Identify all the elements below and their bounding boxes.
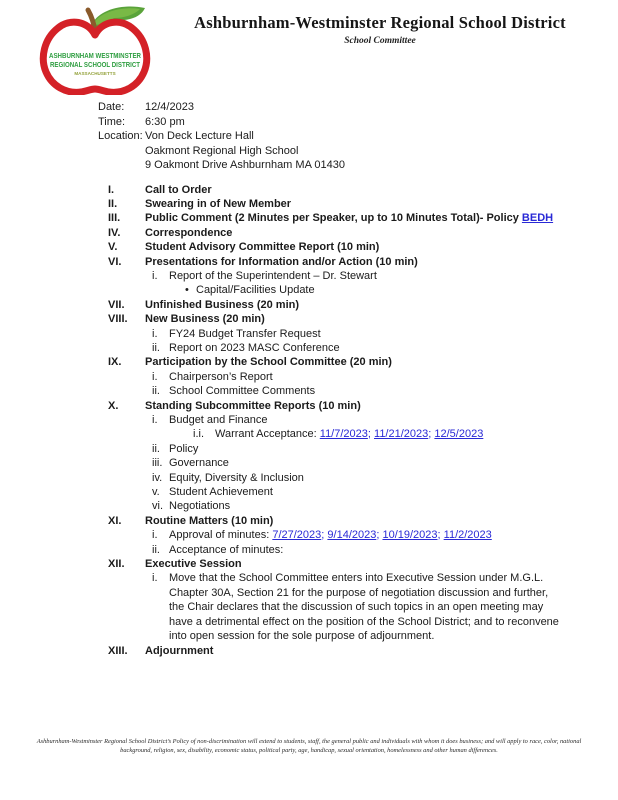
text-segment: ; — [376, 529, 383, 542]
agenda-row — [0, 370, 618, 384]
agenda-numeral: vi. — [152, 500, 163, 513]
text-segment: Chairperson’s Report — [169, 370, 273, 383]
agenda-row — [0, 528, 618, 542]
agenda-text — [145, 514, 618, 528]
meta-row-time — [98, 115, 618, 130]
agenda-row — [0, 485, 618, 499]
agenda-numeral: ii. — [152, 385, 160, 398]
text-segment: Standing Subcommittee Reports (10 min) — [145, 399, 361, 412]
text-segment: Swearing in of New Member — [145, 197, 292, 210]
agenda-numeral: ii. — [152, 442, 160, 455]
agenda-numeral: i. — [152, 572, 158, 585]
text-segment: Student Advisory Committee Report (10 min) — [145, 241, 380, 254]
text-segment: ; — [321, 529, 328, 542]
text-segment: Presentations for Information and/or Action (10 min) — [145, 255, 418, 268]
location-value: Von Deck Lecture Hall — [145, 130, 254, 142]
agenda-numeral: IX. — [108, 356, 122, 369]
agenda-numeral: iii. — [152, 457, 163, 470]
text-segment: Governance — [169, 457, 229, 470]
title-block — [170, 13, 590, 46]
agenda-text — [145, 255, 618, 269]
time-value: 6:30 pm — [145, 115, 185, 128]
agenda-numeral: XII. — [108, 558, 125, 571]
agenda-text — [169, 269, 618, 283]
agenda-row — [0, 413, 618, 427]
time-label: Time: — [98, 115, 126, 128]
agenda-row — [0, 240, 618, 254]
text-segment: Acceptance of minutes: — [169, 543, 284, 556]
agenda-numeral: i. — [152, 529, 158, 542]
text-segment: Routine Matters (10 min) — [145, 514, 274, 527]
agenda-text — [169, 456, 618, 470]
empty-label — [98, 158, 145, 173]
text-segment: Unfinished Business (20 min) — [145, 298, 300, 311]
agenda-text — [145, 312, 618, 326]
text-segment: Correspondence — [145, 226, 233, 239]
agenda-numeral: I. — [108, 183, 115, 196]
meta-row-date — [98, 100, 618, 115]
agenda-text — [145, 557, 618, 571]
agenda-numeral: v. — [152, 486, 160, 499]
agenda-text — [145, 644, 618, 658]
agenda-text — [169, 543, 618, 557]
agenda-text — [145, 355, 618, 369]
text-segment: Participation by the School Committee (20 min) — [145, 356, 392, 369]
agenda-text — [169, 499, 618, 513]
agenda-numeral: i. — [152, 269, 158, 282]
logo-text-line3: MASSACHUSETTS — [74, 71, 116, 76]
footer-line2: background, religion, sex, disability, economic status, political party, age, handicap, sexual orientation, homelessness and other human differences. — [120, 747, 498, 754]
agenda-row — [0, 557, 618, 571]
text-segment: Student Achievement — [169, 486, 273, 499]
committee-subtitle: School Committee — [344, 36, 416, 46]
agenda-numeral: i. — [152, 414, 158, 426]
text-segment: Warrant Acceptance: — [215, 428, 320, 441]
agenda-numeral: VII. — [108, 298, 125, 311]
text-segment: Approval of minutes: — [169, 529, 273, 542]
text-segment: ; — [437, 529, 444, 542]
agenda-row — [0, 183, 618, 197]
agenda-text — [145, 240, 618, 254]
text-segment: Adjournment — [145, 644, 214, 657]
non-discrimination-footer — [0, 737, 618, 755]
agenda-row — [0, 298, 618, 312]
agenda-text — [169, 571, 618, 643]
footer-line1: Ashburnham-Westminster Regional School District’s Policy of non-discrimination will extend to students, staff, the general public and individuals with whom it does business; and will apply to race, color, national — [36, 738, 582, 745]
text-segment: FY24 Budget Transfer Request — [169, 327, 321, 340]
agenda-numeral: iv. — [152, 471, 163, 484]
text-segment: Capital/Facilities Update — [196, 284, 315, 297]
agenda-row — [0, 327, 618, 341]
agenda-row — [0, 355, 618, 369]
text-segment: School Committee Comments — [169, 385, 316, 398]
meeting-meta — [98, 100, 618, 173]
document-header — [0, 0, 618, 96]
text-segment: Executive Session — [145, 558, 242, 571]
agenda-text — [169, 327, 618, 341]
meta-row-address — [98, 158, 618, 173]
hyperlink[interactable]: 11/7/2023 — [319, 428, 368, 441]
date-value: 12/4/2023 — [145, 101, 194, 113]
agenda-numeral: i.i. — [193, 428, 204, 441]
hyperlink[interactable]: 7/27/2023 — [272, 529, 322, 542]
agenda-text — [169, 471, 618, 485]
agenda-text — [196, 283, 618, 297]
meta-row-school — [98, 144, 618, 159]
location-label: Location: — [98, 130, 143, 142]
text-segment: Negotiations — [169, 500, 231, 513]
agenda-numeral: i. — [152, 370, 158, 383]
text-segment: ; — [428, 428, 435, 441]
agenda-row — [0, 644, 618, 658]
text-segment: Public Comment (2 Minutes per Speaker, up to 10 Minutes Total)- Policy — [145, 212, 522, 225]
text-segment: Report on 2023 MASC Conference — [169, 341, 340, 354]
text-segment: Budget and Finance — [169, 414, 268, 426]
agenda-text — [169, 442, 618, 456]
agenda-text — [169, 528, 618, 542]
text-segment: Move that the School Committee enters into Executive Session under M.G.L. Chapter 30A, Section 21 for the purpose of negotiation discussion and further, the Chair declares that the discussion of such topics in an open meeting may have a detrimental effect on the position of the School District; and to reconvene into open session for the sole purpose of adjournment. — [169, 572, 559, 643]
agenda-row — [0, 312, 618, 326]
hyperlink[interactable]: 11/21/2023 — [374, 428, 429, 441]
agenda-row — [0, 456, 618, 470]
logo-text-line1: ASHBURNHAM WESTMINSTER — [49, 51, 142, 60]
address-value: 9 Oakmont Drive Ashburnham MA 01430 — [145, 159, 345, 171]
meta-row-location — [98, 129, 618, 144]
agenda-numeral: III. — [108, 212, 121, 225]
agenda-text — [145, 298, 618, 312]
agenda-numeral: VIII. — [108, 313, 128, 326]
hyperlink[interactable]: 11/2/2023 — [443, 529, 492, 542]
agenda-row — [0, 427, 618, 441]
district-title: Ashburnham-Westminster Regional School District — [194, 13, 566, 32]
hyperlink[interactable]: 10/19/2023 — [382, 529, 438, 542]
agenda-numeral: i. — [152, 327, 158, 340]
agenda-list — [0, 183, 618, 658]
agenda-text — [145, 399, 618, 413]
agenda-numeral: II. — [108, 197, 118, 210]
agenda-numeral: X. — [108, 399, 119, 412]
agenda-numeral: VI. — [108, 255, 122, 268]
agenda-row — [0, 571, 618, 643]
hyperlink[interactable]: 9/14/2023 — [327, 529, 377, 542]
agenda-numeral: IV. — [108, 226, 121, 239]
agenda-row — [0, 341, 618, 355]
hyperlink[interactable]: BEDH — [521, 212, 554, 225]
agenda-row — [0, 255, 618, 269]
agenda-text — [169, 485, 618, 499]
bullet-icon: • — [185, 284, 189, 297]
agenda-text — [169, 413, 618, 427]
text-segment: New Business (20 min) — [145, 313, 265, 326]
agenda-row — [0, 514, 618, 528]
district-logo-apple-icon — [35, 5, 157, 95]
agenda-numeral: V. — [108, 241, 118, 254]
agenda-numeral: XIII. — [108, 644, 128, 657]
text-segment: Policy — [169, 442, 199, 455]
agenda-row — [0, 499, 618, 513]
logo-text-line2: REGIONAL SCHOOL DISTRICT — [50, 60, 141, 69]
agenda-text — [215, 427, 618, 441]
agenda-numeral: ii. — [152, 341, 160, 354]
agenda-text — [169, 370, 618, 384]
agenda-row — [0, 283, 618, 297]
agenda-text — [169, 341, 618, 355]
agenda-row — [0, 269, 618, 283]
text-segment: Equity, Diversity & Inclusion — [169, 471, 304, 484]
agenda-numeral: XI. — [108, 514, 122, 527]
agenda-row — [0, 442, 618, 456]
agenda-row — [0, 471, 618, 485]
text-segment: Call to Order — [145, 183, 212, 196]
agenda-row — [0, 211, 618, 225]
agenda-row — [0, 384, 618, 398]
agenda-text — [145, 226, 618, 240]
agenda-text — [145, 197, 618, 211]
empty-label — [98, 144, 145, 159]
agenda-text — [145, 211, 618, 225]
date-label: Date: — [98, 101, 125, 113]
agenda-row — [0, 543, 618, 557]
school-value: Oakmont Regional High School — [145, 144, 299, 157]
agenda-row — [0, 226, 618, 240]
agenda-row — [0, 399, 618, 413]
agenda-row — [0, 197, 618, 211]
text-segment: Report of the Superintendent – Dr. Stewart — [169, 269, 377, 282]
agenda-text — [145, 183, 618, 197]
text-segment: ; — [367, 428, 375, 441]
agenda-text — [169, 384, 618, 398]
hyperlink[interactable]: 12/5/2023 — [434, 428, 484, 441]
agenda-numeral: ii. — [152, 543, 160, 556]
